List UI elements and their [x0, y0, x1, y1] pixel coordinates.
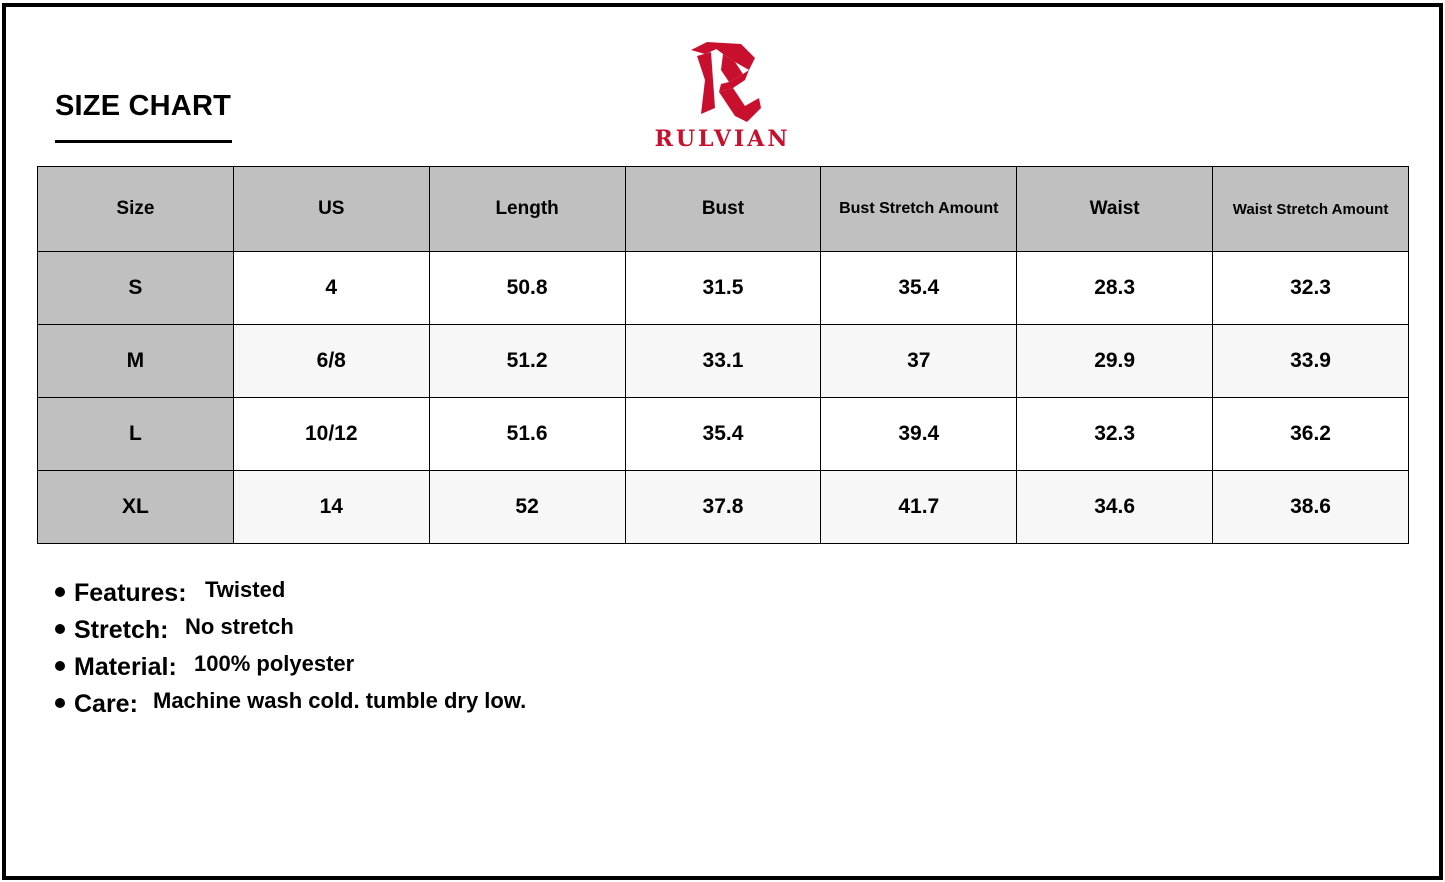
cell-waist-stretch: 36.2	[1213, 398, 1409, 471]
table-row	[38, 325, 1409, 398]
cell-waist: 34.6	[1017, 471, 1213, 544]
cell-waist: 29.9	[1017, 325, 1213, 398]
feature-value: 100% polyester	[194, 651, 355, 676]
header-waist: Waist	[1017, 167, 1213, 252]
bullet-icon	[55, 587, 65, 597]
cell-waist: 28.3	[1017, 252, 1213, 325]
cell-bust-stretch: 41.7	[821, 471, 1017, 544]
bullet-icon	[55, 698, 65, 708]
cell-us: 10/12	[233, 398, 429, 471]
cell-bust: 37.8	[625, 471, 821, 544]
cell-bust-stretch: 37	[821, 325, 1017, 398]
feature-label: Stretch:	[74, 616, 169, 644]
cell-us: 4	[233, 252, 429, 325]
feature-value: Machine wash cold. tumble dry low.	[153, 688, 527, 713]
feature-label: Material:	[74, 653, 177, 681]
cell-bust-stretch: 35.4	[821, 252, 1017, 325]
table-header-row	[38, 167, 1409, 252]
header-length: Length	[429, 167, 625, 252]
cell-us: 6/8	[233, 325, 429, 398]
rulvian-logo-icon	[685, 40, 761, 124]
cell-size: XL	[38, 471, 234, 544]
table-row	[38, 398, 1409, 471]
cell-size: S	[38, 252, 234, 325]
feature-value: No stretch	[185, 614, 294, 639]
cell-waist-stretch: 33.9	[1213, 325, 1409, 398]
cell-size: L	[38, 398, 234, 471]
size-chart-table	[37, 166, 1409, 544]
header-us: US	[233, 167, 429, 252]
header-bust: Bust	[625, 167, 821, 252]
cell-length: 51.2	[429, 325, 625, 398]
feature-label: Features:	[74, 579, 187, 607]
cell-waist: 32.3	[1017, 398, 1213, 471]
cell-us: 14	[233, 471, 429, 544]
brand-name: RULVIAN	[654, 126, 791, 152]
cell-bust: 33.1	[625, 325, 821, 398]
cell-bust: 31.5	[625, 252, 821, 325]
title-underline	[55, 140, 232, 143]
header-bust-stretch: Bust Stretch Amount	[821, 167, 1017, 252]
cell-length: 51.6	[429, 398, 625, 471]
cell-bust: 35.4	[625, 398, 821, 471]
bullet-icon	[55, 661, 65, 671]
page-title: SIZE CHART	[55, 90, 231, 122]
cell-length: 52	[429, 471, 625, 544]
cell-waist-stretch: 38.6	[1213, 471, 1409, 544]
cell-bust-stretch: 39.4	[821, 398, 1017, 471]
cell-waist-stretch: 32.3	[1213, 252, 1409, 325]
table-row	[38, 252, 1409, 325]
feature-label: Care:	[74, 690, 138, 718]
header-size: Size	[38, 167, 234, 252]
brand-logo	[640, 38, 805, 153]
table-row	[38, 471, 1409, 544]
bullet-icon	[55, 624, 65, 634]
cell-size: M	[38, 325, 234, 398]
feature-value: Twisted	[205, 577, 286, 602]
cell-length: 50.8	[429, 252, 625, 325]
header-waist-stretch: Waist Stretch Amount	[1213, 167, 1409, 252]
